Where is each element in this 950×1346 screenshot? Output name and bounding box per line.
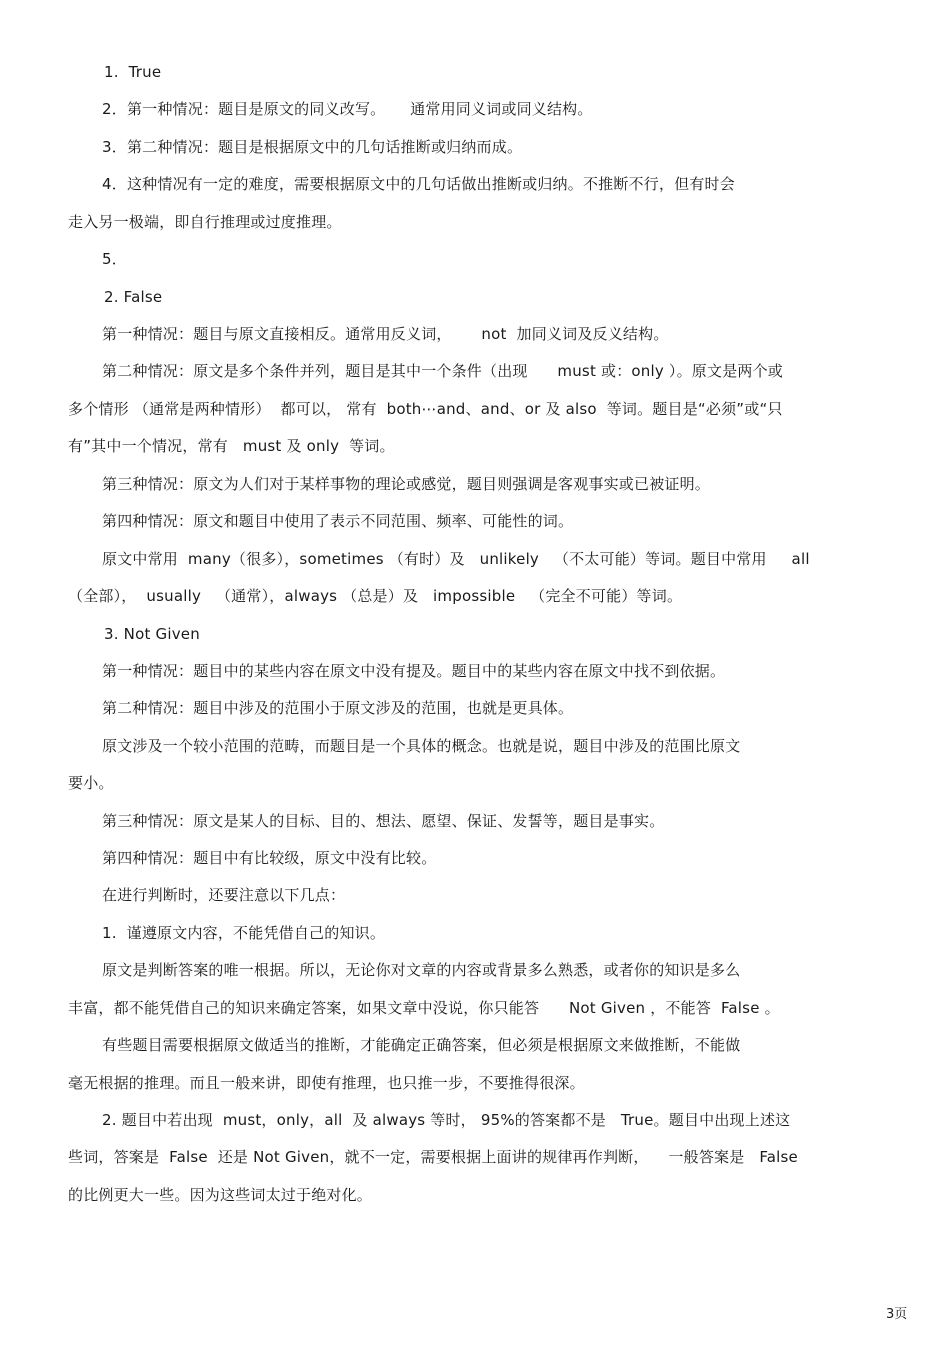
text-line-31: 的比例更大一些。因为这些词太过于绝对化。 [68, 1186, 373, 1204]
text-line-21: 第三种情况：原文是某人的目标、目的、想法、愿望、保证、发誓等，题目是事实。 [102, 812, 665, 830]
text-line-26: 丰富，都不能凭借自己的知识来确定答案，如果文章中没说，你只能答 Not Given ，不能答 False 。 [68, 999, 780, 1017]
text-line-18: 第二种情况：题目中涉及的范围小于原文涉及的范围，也就是更具体。 [102, 699, 574, 717]
text-line-12: 第三种情况：原文为人们对于某样事物的理论或感觉，题目则强调是客观事实或已被证明。 [102, 475, 711, 493]
text-line-30: 些词，答案是 False 还是 Not Given，就不一定，需要根据上面讲的规律再作判断， 一般答案是 False [68, 1148, 798, 1166]
text-line-6: 5． [102, 250, 127, 268]
page-number: 3页 [886, 1307, 908, 1322]
text-line-4: 4．这种情况有一定的难度，需要根据原文中的几句话做出推断或归纳。不推断不行，但有时会 [102, 175, 735, 193]
text-line-2: 2．第一种情况：题目是原文的同义改写。 通常用同义词或同义结构。 [102, 100, 593, 118]
text-line-17: 第一种情况：题目中的某些内容在原文中没有提及。题目中的某些内容在原文中找不到依据。 [102, 662, 726, 680]
text-line-29: 2. 题目中若出现 must，only，all 及 always 等时， 95%的答案都不是 True。题目中出现上述这 [102, 1111, 791, 1129]
text-line-14: 原文中常用 many（很多），sometimes （有时）及 unlikely （不太可能）等词。题目中常用 all [102, 550, 810, 568]
text-line-24: 1. 谨遵原文内容，不能凭借自己的知识。 [102, 924, 386, 942]
text-line-23: 在进行判断时，还要注意以下几点： [102, 886, 346, 904]
text-line-20: 要小。 [68, 774, 114, 792]
text-line-1: 1. True [104, 63, 162, 81]
text-line-11: 有”其中一个情况，常有 must 及 only 等词。 [68, 437, 395, 455]
text-line-25: 原文是判断答案的唯一根据。所以，无论你对文章的内容或背景多么熟悉，或者你的知识是多么 [102, 961, 741, 979]
text-line-22: 第四种情况：题目中有比较级，原文中没有比较。 [102, 849, 437, 867]
text-line-28: 毫无根据的推理。而且一般来讲，即使有推理，也只推一步，不要推得很深。 [68, 1074, 585, 1092]
text-line-13: 第四种情况：原文和题目中使用了表示不同范围、频率、可能性的词。 [102, 512, 574, 530]
text-line-27: 有些题目需要根据原文做适当的推断，才能确定正确答案，但必须是根据原文来做推断，不能做 [102, 1036, 741, 1054]
text-line-19: 原文涉及一个较小范围的范畴，而题目是一个具体的概念。也就是说，题目中涉及的范围比原文 [102, 737, 741, 755]
text-line-16: 3. Not Given [104, 625, 200, 643]
text-line-9: 第二种情况：原文是多个条件并列，题目是其中一个条件（出现 must 或：only ）。原文是两个或 [102, 362, 783, 380]
text-line-3: 3．第二种情况：题目是根据原文中的几句话推断或归纳而成。 [102, 138, 523, 156]
text-line-8: 第一种情况：题目与原文直接相反。通常用反义词， not 加同义词及反义结构。 [102, 325, 669, 343]
text-line-10: 多个情形 （通常是两种情形） 都可以， 常有 both⋯and、and、or 及 also 等词。题目是“必须”或“只 [68, 400, 783, 418]
text-line-15: （全部）， usually （通常），always （总是）及 impossible （完全不可能）等词。 [68, 587, 683, 605]
text-line-5: 走入另一极端，即自行推理或过度推理。 [68, 213, 342, 231]
text-line-7: 2. False [104, 288, 163, 306]
